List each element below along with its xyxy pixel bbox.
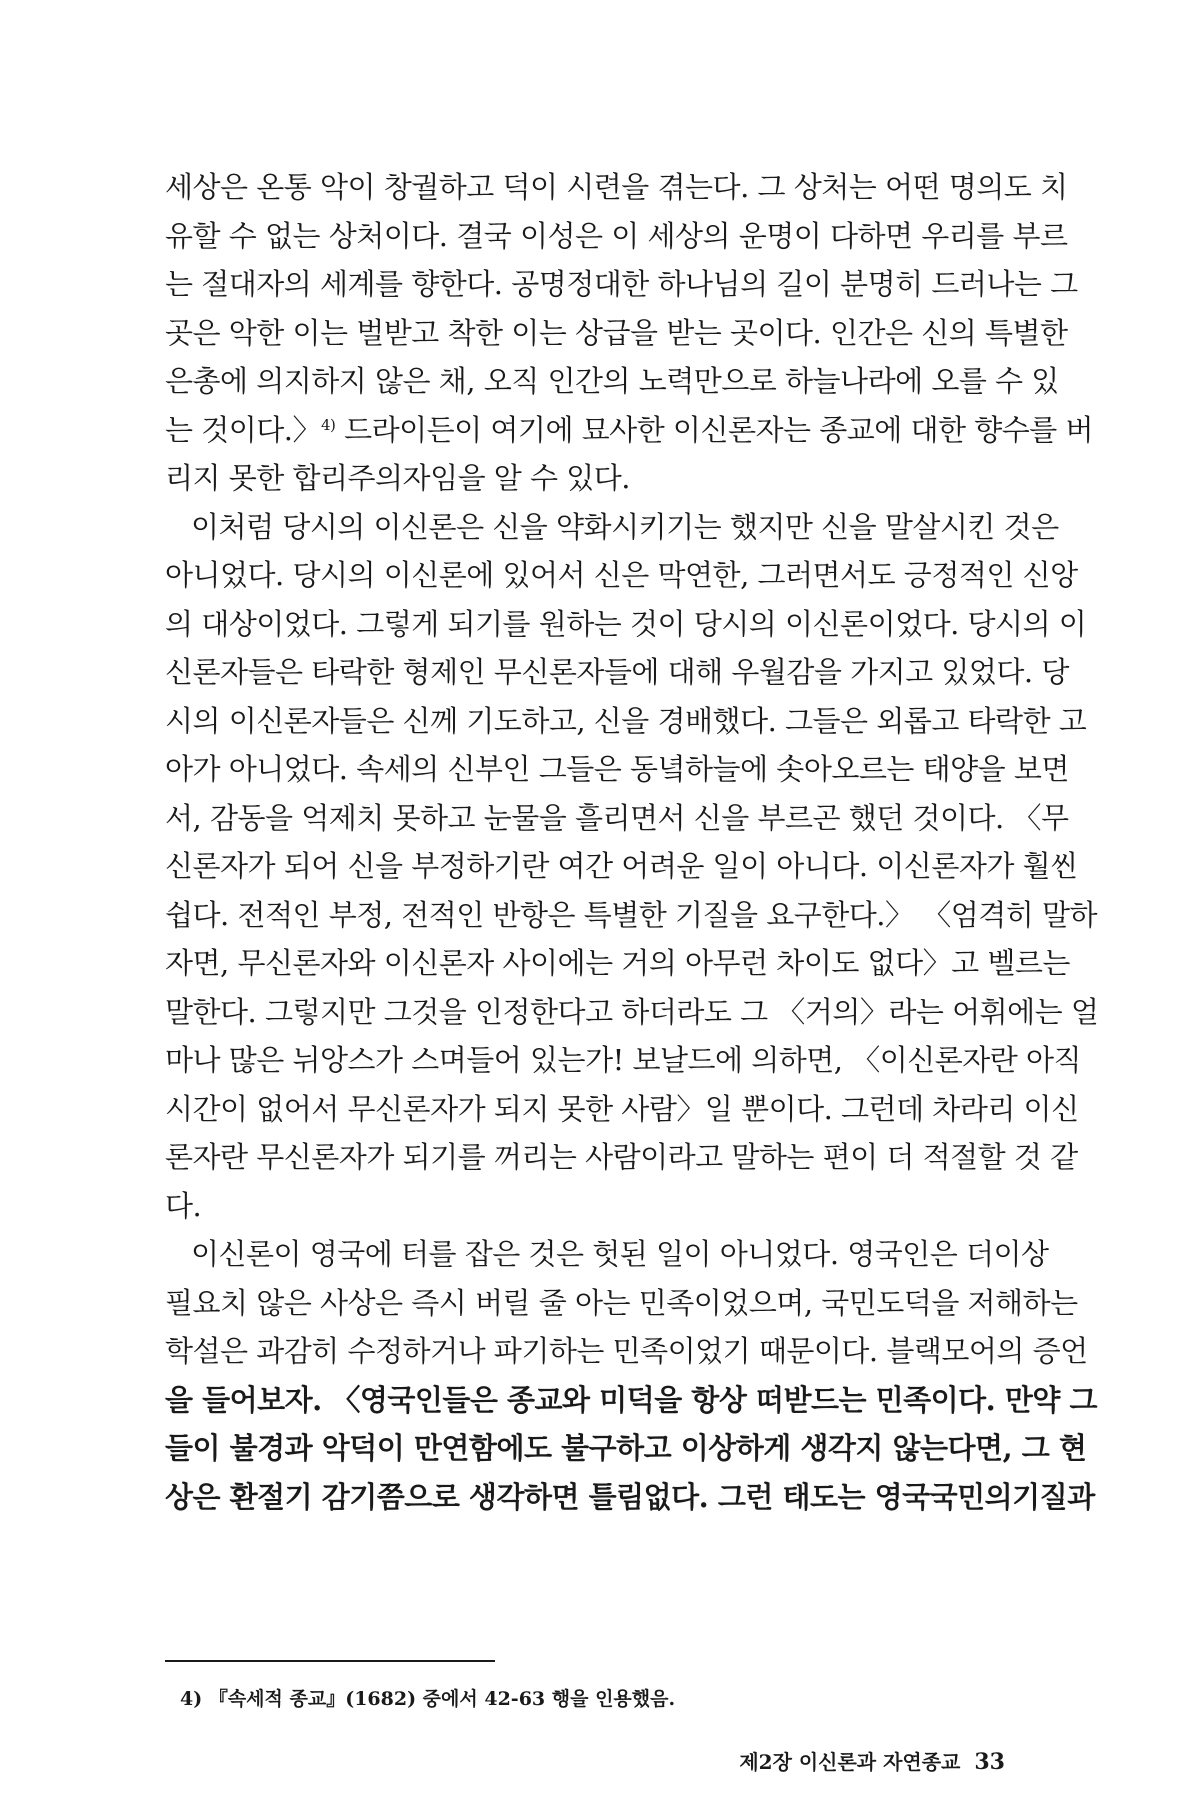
text-line-with-footnote bbox=[165, 406, 1094, 455]
text-line: 서, 감동을 억제치 못하고 눈물을 흘리면서 신을 부르곤 했던 것이다. 〈무 bbox=[165, 800, 1069, 835]
text-line: 시간이 없어서 무신론자가 되지 못한 사람〉일 뿐이다. 그런데 차라리 이신 bbox=[165, 1091, 1079, 1126]
text-line: 신론자가 되어 신을 부정하기란 여간 어려운 일이 아니다. 이신론자가 훨씬 bbox=[165, 849, 1078, 883]
text-line: 세상은 온통 악이 창궐하고 덕이 시련을 겪는다. 그 상처는 어떤 명의도 치 bbox=[165, 170, 1068, 204]
text-line: 말한다. 그렇지만 그것을 인정한다고 하더라도 그 〈거의〉라는 어휘에는 얼 bbox=[165, 994, 1099, 1029]
text-segment: 는 것이다.〉 bbox=[165, 412, 321, 447]
text-line: 상은 환절기 감기쯤으로 생각하면 틀림없다. 그런 태도는 영국국민의기질과 bbox=[165, 1479, 1095, 1514]
text-line: 을 들어보자. 〈영국인들은 종교와 미덕을 항상 떠받드는 민족이다. 만약 그 bbox=[165, 1382, 1097, 1417]
text-line: 는 절대자의 세계를 향한다. 공명정대한 하나님의 길이 분명히 드러나는 그 bbox=[165, 267, 1078, 301]
text-segment: 드라이든이 여기에 묘사한 이신론자는 종교에 대한 향수를 버 bbox=[335, 412, 1094, 447]
footnote-marker: 4) bbox=[321, 415, 336, 434]
footnote-divider bbox=[165, 1660, 495, 1662]
text-line: 시의 이신론자들은 신께 기도하고, 신을 경배했다. 그들은 외롭고 타락한 고 bbox=[165, 703, 1087, 738]
text-line: 다. bbox=[165, 1188, 202, 1223]
text-line: 학설은 과감히 수정하거나 파기하는 민족이었기 때문이다. 블랙모어의 증언 bbox=[165, 1334, 1088, 1368]
chapter-title: 제2장 이신론과 자연종교 bbox=[739, 1750, 961, 1774]
text-line: 들이 불경과 악덕이 만연함에도 불구하고 이상하게 생각지 않는다면, 그 현 bbox=[165, 1431, 1087, 1465]
footnote: 4) 『속세적 종교』(1682) 중에서 42-63 행을 인용했음. bbox=[180, 1688, 676, 1710]
running-footer bbox=[739, 1746, 1005, 1775]
text-line: 의 대상이었다. 그렇게 되기를 원하는 것이 당시의 이신론이었다. 당시의 이 bbox=[165, 606, 1087, 641]
text-line: 론자란 무신론자가 되기를 꺼리는 사람이라고 말하는 편이 더 적절할 것 같 bbox=[165, 1140, 1078, 1174]
text-line: 유할 수 없는 상처이다. 결국 이성은 이 세상의 운명이 다하면 우리를 부르 bbox=[165, 218, 1068, 253]
text-line: 아니었다. 당시의 이신론에 있어서 신은 막연한, 그러면서도 긍정적인 신앙 bbox=[165, 558, 1078, 592]
page-number: 33 bbox=[974, 1749, 1005, 1775]
text-line: 아가 아니었다. 속세의 신부인 그들은 동녘하늘에 솟아오르는 태양을 보면 bbox=[165, 752, 1069, 786]
text-line: 필요치 않은 사상은 즉시 버릴 줄 아는 민족이었으며, 국민도덕을 저해하는 bbox=[165, 1285, 1078, 1320]
text-line: 쉽다. 전적인 부정, 전적인 반항은 특별한 기질을 요구한다.〉 〈엄격히 말하 bbox=[165, 897, 1098, 932]
text-line: 마나 많은 뉘앙스가 스며들어 있는가! 보날드에 의하면, 〈이신론자란 아직 bbox=[165, 1043, 1082, 1077]
text-line: 곳은 악한 이는 벌받고 착한 이는 상급을 받는 곳이다. 인간은 신의 특별한 bbox=[165, 315, 1068, 350]
paragraph-start-line: 이신론이 영국에 터를 잡은 것은 헛된 일이 아니었다. 영국인은 더이상 bbox=[191, 1237, 1049, 1271]
text-line: 신론자들은 타락한 형제인 무신론자들에 대해 우월감을 가지고 있었다. 당 bbox=[165, 655, 1069, 689]
text-line: 은총에 의지하지 않은 채, 오직 인간의 노력만으로 하늘나라에 오를 수 있 bbox=[165, 364, 1059, 398]
body-text bbox=[165, 163, 1099, 1521]
text-line: 리지 못한 합리주의자임을 알 수 있다. bbox=[165, 461, 631, 495]
text-line: 자면, 무신론자와 이신론자 사이에는 거의 아무런 차이도 없다〉고 벨르는 bbox=[165, 946, 1070, 980]
paragraph-start-line: 이처럼 당시의 이신론은 신을 약화시키기는 했지만 신을 말살시킨 것은 bbox=[191, 509, 1059, 544]
